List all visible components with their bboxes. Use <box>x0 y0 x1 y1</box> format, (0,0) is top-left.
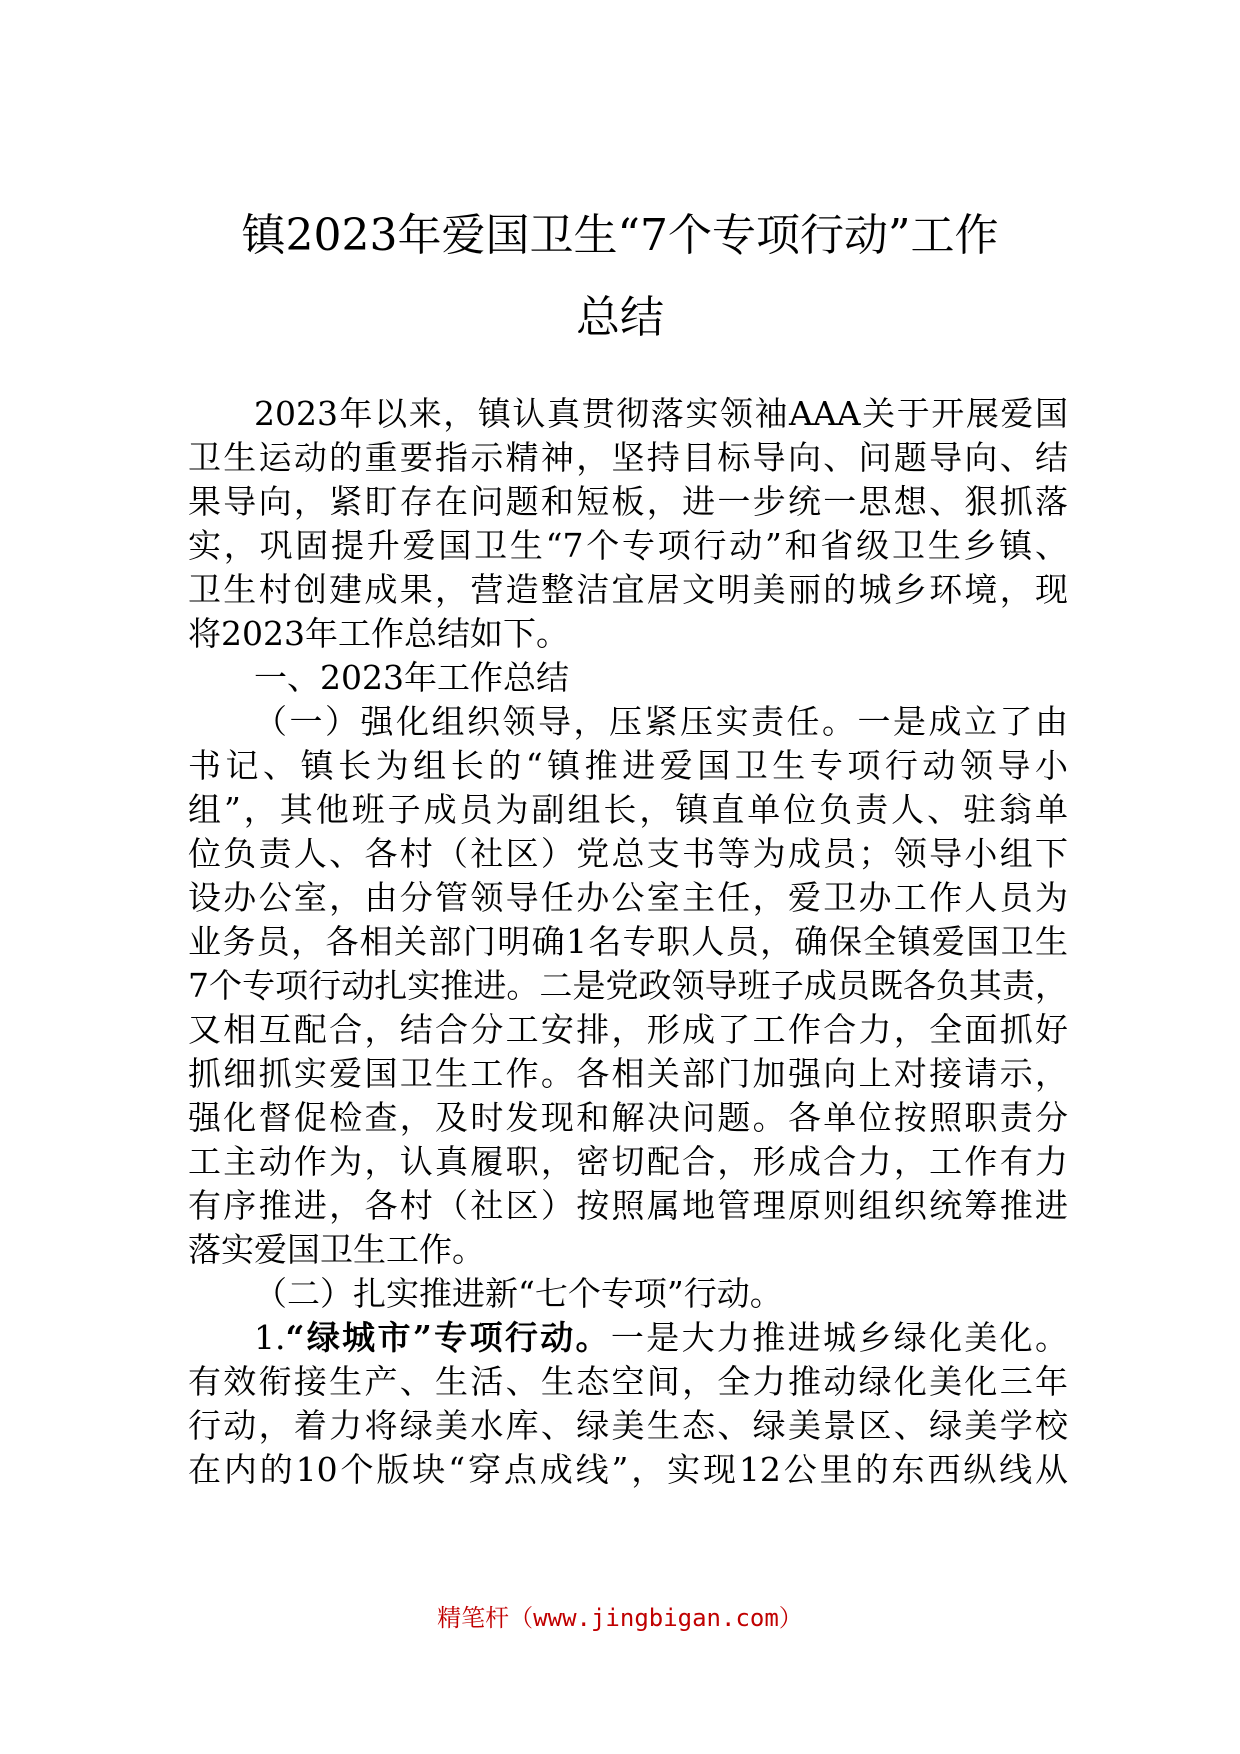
item1-first-rest: 一是大力推进城乡绿化美化。 <box>610 1318 1068 1357</box>
item1-number: 1. <box>254 1318 286 1357</box>
part1-line-13: 落实爱国卫生工作。 <box>188 1230 485 1269</box>
part1-line-7: 7个专项行动扎实推进。二是党政领导班子成员既各负其责， <box>188 966 1068 1005</box>
intro-line-2: 卫生运动的重要指示精神，坚持目标导向、问题导向、结 <box>188 438 1068 477</box>
part1-line-4: 位负责人、各村（社区）党总支书等为成员；领导小组下 <box>188 834 1068 873</box>
item1-line-3: 行动，着力将绿美水库、绿美生态、绿美景区、绿美学校 <box>188 1406 1068 1445</box>
part1-line-12: 有序推进，各村（社区）按照属地管理原则组织统筹推进 <box>188 1186 1068 1225</box>
part1-line-9: 抓细抓实爱国卫生工作。各相关部门加强向上对接请示， <box>188 1054 1068 1093</box>
intro-line-4: 实，巩固提升爱国卫生“7个专项行动”和省级卫生乡镇、 <box>188 526 1068 565</box>
part1-line-10: 强化督促检查，及时发现和解决问题。各单位按照职责分 <box>188 1098 1068 1137</box>
part1-line-2: 书记、镇长为组长的“镇推进爱国卫生专项行动领导小 <box>188 746 1068 785</box>
intro-line-5: 卫生村创建成果，营造整洁宜居文明美丽的城乡环境，现 <box>188 570 1068 609</box>
part1-line-6: 业务员，各相关部门明确1名专职人员，确保全镇爱国卫生 <box>188 922 1068 961</box>
item1-line-2: 有效衔接生产、生活、生态空间，全力推动绿化美化三年 <box>188 1362 1068 1401</box>
document-title-line-2: 总结 <box>576 292 664 343</box>
part1-line-1: （一）强化组织领导，压紧压实责任。一是成立了由 <box>254 702 1068 741</box>
document-title-line-1: 镇2023年爱国卫生“7个专项行动”工作 <box>241 210 999 261</box>
item1-line-4: 在内的10个版块“穿点成线”，实现12公里的东西纵线从 <box>188 1450 1068 1489</box>
item1-bold-heading: “绿城市”专项行动。 <box>285 1318 611 1357</box>
part1-line-11: 工主动作为，认真履职，密切配合，形成合力，工作有力 <box>188 1142 1068 1181</box>
intro-line-6: 将2023年工作总结如下。 <box>188 614 569 653</box>
part1-line-3: 组”，其他班子成员为副组长，镇直单位负责人、驻翁单 <box>188 790 1068 829</box>
part2-heading: （二）扎实推进新“七个专项”行动。 <box>254 1274 783 1313</box>
intro-line-3: 果导向，紧盯存在问题和短板，进一步统一思想、狠抓落 <box>188 482 1068 521</box>
section-heading: 一、2023年工作总结 <box>254 658 569 697</box>
footer-watermark: 精笔杆（www.jingbigan.com） <box>437 1604 803 1632</box>
part1-line-5: 设办公室，由分管领导任办公室主任，爱卫办工作人员为 <box>188 878 1068 917</box>
part1-line-8: 又相互配合，结合分工安排，形成了工作合力，全面抓好 <box>188 1010 1068 1049</box>
intro-line-1: 2023年以来，镇认真贯彻落实领袖AAA关于开展爱国 <box>254 394 1068 433</box>
item1-first-line <box>254 1316 1068 1360</box>
